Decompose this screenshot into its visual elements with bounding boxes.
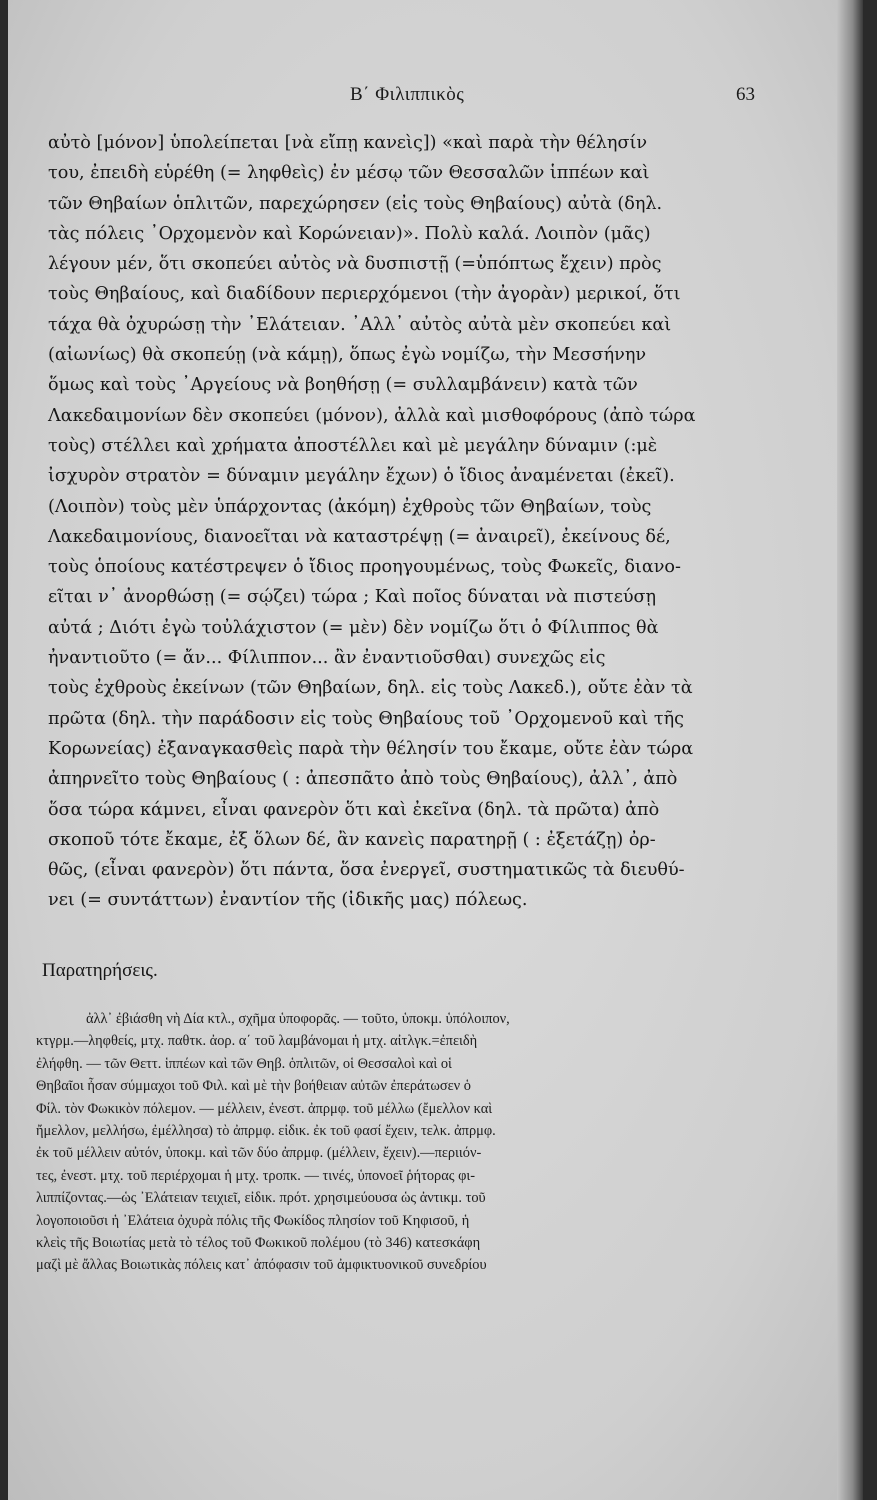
notes-text <box>36 1008 766 1277</box>
text-line: νει (= συντάττων) ἐναντίον τῆς (ἰδικῆς μας) πόλεως. <box>48 890 528 911</box>
text-line: ἀπηρνεῖτο τοὺς Θηβαίους ( : ἀπεσπᾶτο ἀπὸ τοὺς Θηβαίους), ἀλλ᾿, ἀπὸ <box>48 769 678 790</box>
note-line: κλεὶς τῆς Βοιωτίας μετὰ τὸ τέλος τοῦ Φωκικοῦ πολέμου (τὸ 346) κατεσκάφη <box>36 1235 481 1252</box>
note-line: κτγρμ.—ληφθείς, μτχ. παθτκ. ἀορ. α΄ τοῦ λαμβάνομαι ἡ μτχ. αἰτλγκ.=ἐπειδὴ <box>36 1033 478 1050</box>
text-line: τάχα θὰ ὀχυρώσῃ τὴν ᾿Ελάτειαν. ᾿Αλλ᾿ αὐτὸς αὐτὰ μὲν σκοπεύει καὶ <box>48 314 672 335</box>
note-line: τες, ἐνεστ. μτχ. τοῦ περιέρχομαι ἡ μτχ. τροπκ. — τινές, ὑπονοεῖ ῥήτορας φι- <box>36 1167 476 1184</box>
text-line: ὅμως καὶ τοὺς ᾿Αργείους νὰ βοηθήσῃ (= συλλαμβάνειν) κατὰ τῶν <box>48 375 638 396</box>
text-line: εῖται ν᾿ ἀνορθώσῃ (= σῴζει) τώρα ; Καὶ ποῖος δύναται νὰ πιστεύσῃ <box>48 587 657 608</box>
text-line: τὰς πόλεις ᾿Ορχομενὸν καὶ Κορώνειαν)». Πολὺ καλά. Λοιπὸν (μᾶς) <box>48 223 651 244</box>
text-line: του, ἐπειδὴ εὑρέθη (= ληφθεὶς) ἐν μέσῳ τῶν Θεσσαλῶν ἱππέων καὶ <box>48 163 650 184</box>
text-line: τῶν Θηβαίων ὁπλιτῶν, παρεχώρησεν (εἰς τοὺς Θηβαίους) αὐτὰ (δηλ. <box>48 193 663 214</box>
note-line: ἐλήφθη. — τῶν Θεττ. ἱππέων καὶ τῶν Θηβ. ὁπλιτῶν, οἱ Θεσσαλοὶ καὶ οἱ <box>36 1055 452 1072</box>
note-line: ἀλλ᾿ ἐβιάσθη νὴ Δία κτλ., σχῆμα ὑποφορᾶς. — τοῦτο, ὑποκμ. ὑπόλοιπον, <box>86 1011 510 1027</box>
text-line: ἠναντιοῦτο (= ἄν... Φίλιππον... ἂν ἐναντιοῦσθαι) συνεχῶς εἰς <box>48 648 606 669</box>
note-line: Φίλ. τὸν Φωκικὸν πόλεμον. — μέλλειν, ἐνεστ. ἀπρμφ. τοῦ μέλλω (ἔμελλον καὶ <box>36 1100 493 1117</box>
note-line: λογοποιοῦσι ἡ ᾿Ελάτεια ὀχυρὰ πόλις τῆς Φωκίδος πλησίον τοῦ Κηφισοῦ, ἡ <box>36 1212 470 1229</box>
text-line: (Λοιπὸν) τοὺς μὲν ὑπάρχοντας (ἀκόμη) ἐχθροὺς τῶν Θηβαίων, τοὺς <box>48 496 652 517</box>
note-line: Θηβαῖοι ἦσαν σύμμαχοι τοῦ Φιλ. καὶ μὲ τὴν βοήθειαν αὐτῶν ἐπεράτωσεν ὁ <box>36 1078 471 1095</box>
text-line: τοὺς ὁποίους κατέστρεψεν ὁ ἴδιος προηγουμένως, τοὺς Φωκεῖς, διανο- <box>48 557 681 578</box>
running-header <box>8 84 768 114</box>
text-line: αὐτά ; Διότι ἐγὼ τοὐλάχιστον (= μὲν) δὲν νομίζω ὅτι ὁ Φίλιππος θὰ <box>48 617 659 638</box>
note-line: ἐκ τοῦ μέλλειν αὐτόν, ὑποκμ. καὶ τῶν δύο ἀπρμφ. (μέλλειν, ἔχειν).—περιιόν- <box>36 1145 482 1162</box>
text-line: τοὺς ἐχθροὺς ἐκείνων (τῶν Θηβαίων, δηλ. εἰς τοὺς Λακεδ.), οὔτε ἐὰν τὰ <box>48 678 693 699</box>
text-line: θῶς, (εἶναι φανερὸν) ὅτι πάντα, ὅσα ἐνεργεῖ, συστηματικῶς τὰ διευθύ- <box>48 860 685 881</box>
text-line: Λακεδαιμονίους, διανοεῖται νὰ καταστρέψῃ (= ἀναιρεῖ), ἐκείνους δέ, <box>48 526 671 547</box>
note-line: ἤμελλον, μελλήσω, ἐμέλλησα) τὸ ἀπρμφ. εἰδικ. ἐκ τοῦ φασί ἔχειν, τελκ. ἀπρμφ. <box>36 1123 496 1140</box>
text-line: ὅσα τώρα κάμνει, εἶναι φανερὸν ὅτι καὶ ἐκεῖνα (δηλ. τὰ πρῶτα) ἀπὸ <box>48 799 660 820</box>
running-title: Β΄ Φιλιππικὸς <box>350 84 465 105</box>
text-line: (αἰωνίως) θὰ σκοπεύῃ (νὰ κάμῃ), ὅπως ἐγὼ νομίζω, τὴν Μεσσήνην <box>48 345 647 366</box>
text-line: λέγουν μέν, ὅτι σκοπεύει αὐτὸς νὰ δυσπιστῇ (=ὑπόπτως ἔχειν) πρὸς <box>48 254 662 275</box>
note-line: μαζὶ μὲ ἄλλας Βοιωτικὰς πόλεις κατ᾿ ἀπόφασιν τοῦ ἀμφικτυονικοῦ συνεδρίου <box>36 1257 487 1274</box>
text-line: Λακεδαιμονίων δὲν σκοπεύει (μόνον), ἀλλὰ καὶ μισθοφόρους (ἀπὸ τώρα <box>48 405 696 426</box>
text-line: τοὺς Θηβαίους, καὶ διαδίδουν περιερχόμενοι (τὴν ἀγορὰν) μερικοί, ὅτι <box>48 284 681 305</box>
text-line: ἰσχυρὸν στρατὸν = δύναμιν μεγάλην ἔχων) ὁ ἴδιος ἀναμένεται (ἐκεῖ). <box>48 466 675 487</box>
main-text <box>48 128 768 916</box>
text-line: πρῶτα (δηλ. τὴν παράδοσιν εἰς τοὺς Θηβαίους τοῦ ᾿Ορχομενοῦ καὶ τῆς <box>48 708 685 729</box>
book-page <box>8 0 863 1500</box>
note-line: λιππίζοντας.—ὡς ᾿Ελάτειαν τειχιεῖ, εἰδικ. πρότ. χρησιμεύουσα ὡς ἀντικμ. τοῦ <box>36 1190 486 1207</box>
text-line: τοὺς) στέλλει καὶ χρήματα ἀποστέλλει καὶ μὲ μεγάλην δύναμιν (:μὲ <box>48 435 658 456</box>
text-line: Κορωνείας) ἐξαναγκασθεὶς παρὰ τὴν θέλησίν του ἔκαμε, οὔτε ἐὰν τώρα <box>48 738 694 759</box>
text-line: σκοποῦ τότε ἔκαμε, ἐξ ὅλων δέ, ἂν κανεὶς παρατηρῇ ( : ἐξετάζῃ) ὀρ- <box>48 829 656 850</box>
text-line: αὐτὸ [μόνον] ὑπολείπεται [νὰ εἴπῃ κανεὶς]) «καὶ παρὰ τὴν θέλησίν <box>48 133 648 153</box>
page-binding-shadow <box>837 0 863 1500</box>
page-number: 63 <box>736 84 755 105</box>
notes-heading: Παρατηρήσεις. <box>42 960 158 981</box>
